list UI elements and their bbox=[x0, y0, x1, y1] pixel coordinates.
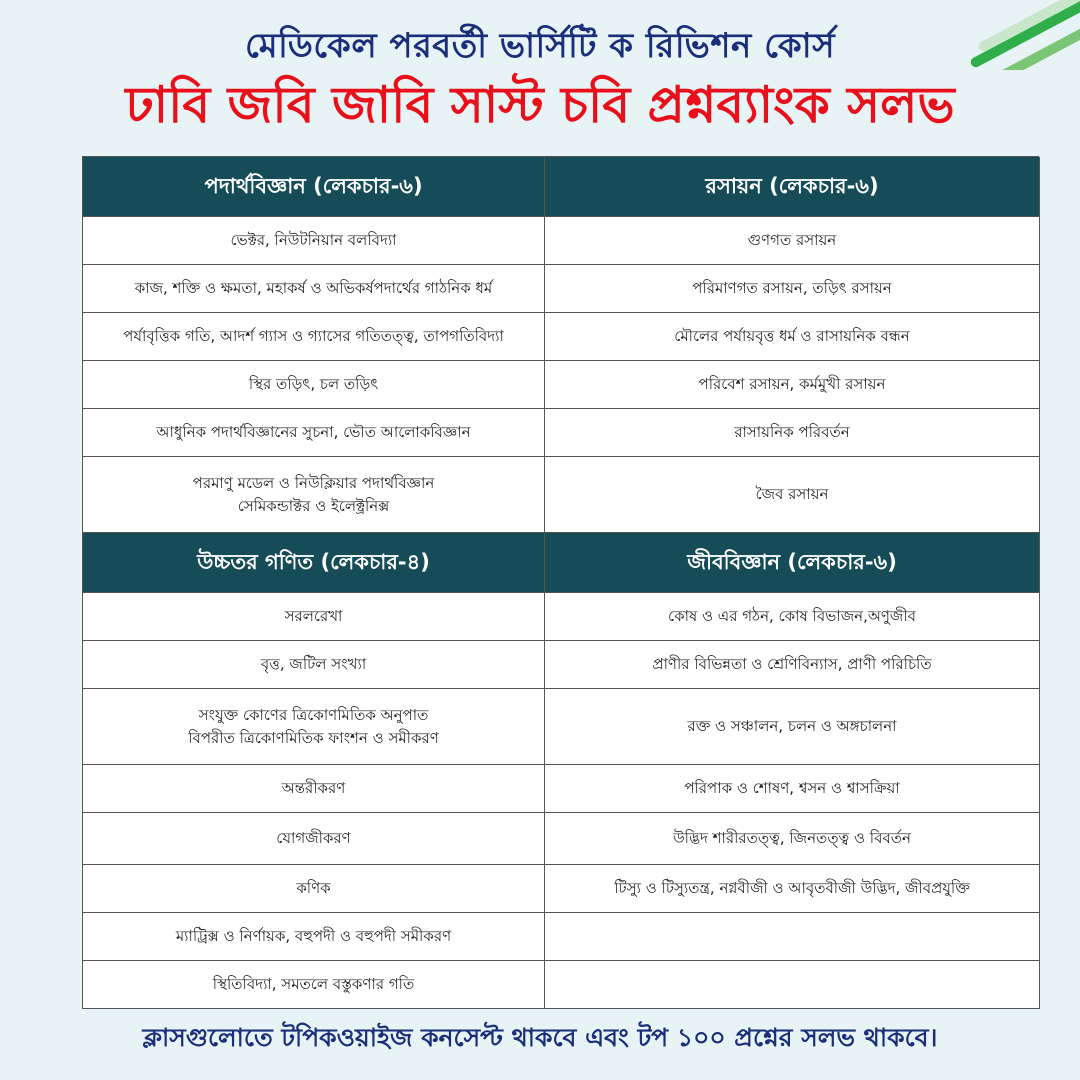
math-topic: সংযুক্ত কোণের ত্রিকোণমিতিক অনুপাত বিপরীত ত্রিকোণমিতিক ফাংশন ও সমীকরণ bbox=[83, 689, 545, 765]
physics-topic: আধুনিক পদার্থবিজ্ঞানের সুচনা, ভৌত আলোকবিজ্ঞান bbox=[83, 409, 545, 457]
chemistry-topic: গুণগত রসায়ন bbox=[545, 217, 1040, 265]
table-row bbox=[83, 961, 1039, 1009]
biology-topic: পরিপাক ও শোষণ, শ্বসন ও শ্বাসক্রিয়া bbox=[545, 765, 1040, 813]
biology-topic bbox=[545, 913, 1040, 961]
physics-header: পদার্থবিজ্ঞান (লেকচার-৬) bbox=[83, 157, 545, 217]
physics-topic: স্থির তড়িৎ, চল তড়িৎ bbox=[83, 361, 545, 409]
table-row bbox=[83, 593, 1039, 641]
table-row bbox=[83, 689, 1039, 765]
table-row bbox=[83, 217, 1039, 265]
physics-topic: কাজ, শক্তি ও ক্ষমতা, মহাকর্ষ ও অভিকর্ষপদার্থের গাঠনিক ধর্ম bbox=[83, 265, 545, 313]
physics-topic: পরমাণু মডেল ও নিউক্লিয়ার পদার্থবিজ্ঞান সেমিকন্ডাক্টর ও ইলেক্ট্রনিক্স bbox=[83, 457, 545, 533]
math-topic: যোগজীকরণ bbox=[83, 813, 545, 865]
physics-topic: পর্যাবৃত্তিক গতি, আদর্শ গ্যাস ও গ্যাসের গতিতত্ত্ব, তাপগতিবিদ্যা bbox=[83, 313, 545, 361]
math-topic: অন্তরীকরণ bbox=[83, 765, 545, 813]
math-topic: ম্যাট্রিক্স ও নির্ণায়ক, বহুপদী ও বহুপদী সমীকরণ bbox=[83, 913, 545, 961]
math-topic: সরলরেখা bbox=[83, 593, 545, 641]
table-row bbox=[83, 361, 1039, 409]
table-row bbox=[83, 865, 1039, 913]
table-row bbox=[83, 641, 1039, 689]
table-row bbox=[83, 313, 1039, 361]
physics-topic: ভেক্টর, নিউটনিয়ান বলবিদ্যা bbox=[83, 217, 545, 265]
math-topic: বৃত্ত, জটিল সংখ্যা bbox=[83, 641, 545, 689]
biology-topic: প্রাণীর বিভিন্নতা ও শ্রেণিবিন্যাস, প্রাণী পরিচিতি bbox=[545, 641, 1040, 689]
course-table bbox=[82, 156, 1039, 1009]
page-title: মেডিকেল পরবর্তী ভার্সিটি ক রিভিশন কোর্স bbox=[244, 26, 836, 66]
chemistry-topic: মৌলের পর্যায়বৃত্ত ধর্ম ও রাসায়নিক বন্ধন bbox=[545, 313, 1040, 361]
math-topic: কণিক bbox=[83, 865, 545, 913]
chemistry-topic: রাসায়নিক পরিবর্তন bbox=[545, 409, 1040, 457]
higher-math-header: উচ্চতর গণিত (লেকচার-৪) bbox=[83, 533, 545, 593]
section2-header-row bbox=[83, 533, 1039, 593]
table-row bbox=[83, 913, 1039, 961]
section1-header-row bbox=[83, 157, 1039, 217]
table-row bbox=[83, 813, 1039, 865]
biology-topic: রক্ত ও সঞ্চালন, চলন ও অঙ্গচালনা bbox=[545, 689, 1040, 765]
footer-note: ক্লাসগুলোতে টপিকওয়াইজ কনসেপ্ট থাকবে এবং টপ ১০০ প্রশ্নের সলভ থাকবে। bbox=[142, 1023, 938, 1052]
biology-topic bbox=[545, 961, 1040, 1009]
chemistry-topic: পরিমাণগত রসায়ন, তড়িৎ রসায়ন bbox=[545, 265, 1040, 313]
page-subtitle: ঢাবি জবি জাবি সাস্ট চবি প্রশ্নব্যাংক সলভ bbox=[125, 76, 955, 134]
table-row bbox=[83, 765, 1039, 813]
math-topic: স্থিতিবিদ্যা, সমতলে বস্তুকণার গতি bbox=[83, 961, 545, 1009]
biology-header: জীববিজ্ঞান (লেকচার-৬) bbox=[545, 533, 1040, 593]
biology-topic: কোষ ও এর গঠন, কোষ বিভাজন,অণুজীব bbox=[545, 593, 1040, 641]
biology-topic: টিস্যু ও টিস্যুতন্ত্র, নগ্নবীজী ও আবৃতবীজী উদ্ভিদ, জীবপ্রযুক্তি bbox=[545, 865, 1040, 913]
chemistry-topic: পরিবেশ রসায়ন, কর্মমুখী রসায়ন bbox=[545, 361, 1040, 409]
table-row bbox=[83, 457, 1039, 533]
table-row bbox=[83, 409, 1039, 457]
biology-topic: উদ্ভিদ শারীরতত্ত্ব, জিনতত্ত্ব ও বিবর্তন bbox=[545, 813, 1040, 865]
table-row bbox=[83, 265, 1039, 313]
chemistry-header: রসায়ন (লেকচার-৬) bbox=[545, 157, 1040, 217]
chemistry-topic: জৈব রসায়ন bbox=[545, 457, 1040, 533]
